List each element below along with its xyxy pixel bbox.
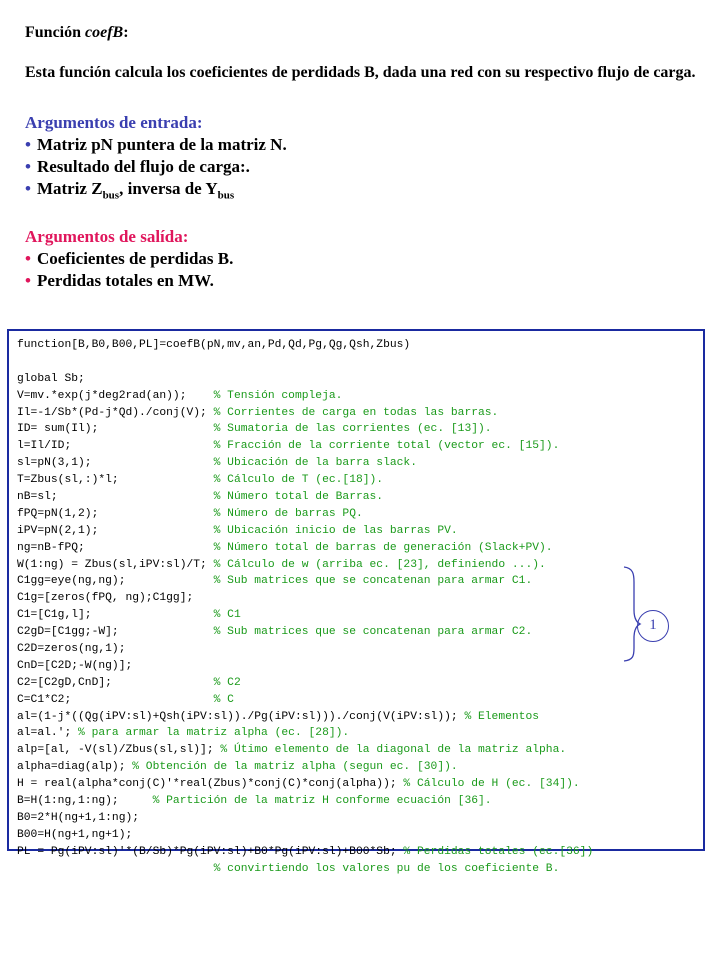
- code-line: V=mv.*exp(j*deg2rad(an)); % Tensión compleja.: [17, 389, 343, 402]
- code-comment: % Corrientes de carga en todas las barras.: [213, 406, 499, 419]
- code-comment: % Sumatoria de las corrientes (ec. [13]).: [213, 423, 492, 436]
- code-line: al=al.'; % para armar la matriz alpha (ec. [28]).: [17, 727, 350, 740]
- output-arguments-heading: Argumentos de salída:: [25, 227, 189, 246]
- input-item: • Resultado del flujo de carga:.: [25, 157, 250, 176]
- code-line: H = real(alpha*conj(C)'*real(Zbus)*conj(C)*conj(alpha)); % Cálculo de H (ec. [34]).: [17, 778, 580, 791]
- code-comment: % convirtiendo los valores pu de los coeficiente B.: [213, 862, 560, 875]
- code-line: function[B,B0,B00,PL]=coefB(pN,mv,an,Pd,Qd,Pg,Qg,Qsh,Zbus): [17, 339, 411, 351]
- code-comment: % Número total de barras de generación (Slack+PV).: [213, 541, 553, 554]
- code-line: C2gD=[C1gg;-W]; % Sub matrices que se concatenan para armar C2.: [17, 626, 533, 639]
- code-line: al=(1-j*((Qg(iPV:sl)+Qsh(iPV:sl))./Pg(iPV:sl)))./conj(V(iPV:sl)); % Elementos: [17, 710, 540, 723]
- code-line: B=H(1:ng,1:ng); % Partición de la matriz H conforme ecuación [36].: [17, 795, 492, 808]
- code-comment: % Ubicación de la barra slack.: [213, 457, 417, 470]
- code-line: Il=-1/Sb*(Pd-j*Qd)./conj(V); % Corrientes de carga en todas las barras.: [17, 406, 499, 419]
- code-line: C1g=[zeros(fPQ, ng);C1gg];: [17, 592, 194, 605]
- code-line: W(1:ng) = Zbus(sl,iPV:sl)/T; % Cálculo de w (arriba ec. [23], definiendo ...).: [17, 558, 546, 571]
- code-line: CnD=[C2D;-W(ng)];: [17, 659, 133, 672]
- code-line: ng=nB-fPQ; % Número total de barras de generación (Slack+PV).: [17, 541, 553, 554]
- output-item: • Perdidas totales en MW.: [25, 271, 214, 290]
- code-comment: % Perdidas totales (ec.[36]): [403, 845, 594, 858]
- annotation-badge: 1: [637, 610, 669, 642]
- code-comment: % Cálculo de T (ec.[18]).: [213, 474, 384, 487]
- code-line: C1=[C1g,l]; % C1: [17, 609, 241, 622]
- code-line: B0=2*H(ng+1,1:ng);: [17, 811, 140, 824]
- code-line: alp=[al, -V(sl)/Zbus(sl,sl)]; % Útimo elemento de la diagonal de la matriz alpha.: [17, 744, 567, 757]
- code-line: l=Il/ID; % Fracción de la corriente total (vector ec. [15]).: [17, 440, 560, 453]
- code-line: PL = Pg(iPV:sl)'*(B/Sb)*Pg(iPV:sl)+B0*Pg(iPV:sl)+B00*Sb; % Perdidas totales (ec.[36]): [17, 845, 594, 858]
- code-comment: % Sub matrices que se concatenan para armar C2.: [213, 626, 533, 639]
- code-comment: % Obtención de la matriz alpha (segun ec. [30]).: [132, 761, 458, 774]
- code-comment: % Partición de la matriz H conforme ecuación [36].: [152, 795, 492, 808]
- input-arguments-heading: Argumentos de entrada:: [25, 113, 203, 132]
- code-line: fPQ=pN(1,2); % Número de barras PQ.: [17, 507, 363, 520]
- code-line: nB=sl; % Número total de Barras.: [17, 491, 384, 504]
- code-comment: % Cálculo de w (arriba ec. [23], definiendo ...).: [213, 558, 546, 571]
- code-line: T=Zbus(sl,:)*l; % Cálculo de T (ec.[18]).: [17, 474, 384, 487]
- code-line: C2=[C2gD,CnD]; % C2: [17, 676, 241, 689]
- code-comment: % C2: [213, 676, 241, 689]
- output-item: • Coeficientes de perdidas B.: [25, 249, 234, 268]
- code-comment: % C1: [213, 609, 241, 622]
- code-comment: % Número total de Barras.: [213, 491, 384, 504]
- function-name: coefB: [85, 24, 124, 41]
- code-comment: % C: [213, 693, 234, 706]
- code-line: global Sb;: [17, 372, 85, 385]
- code-line: sl=pN(3,1); % Ubicación de la barra slack.: [17, 457, 417, 470]
- code-line: C1gg=eye(ng,ng); % Sub matrices que se concatenan para armar C1.: [17, 575, 533, 588]
- code-comment: % para armar la matriz alpha (ec. [28]).: [78, 727, 350, 740]
- code-comment: % Cálculo de H (ec. [34]).: [403, 778, 580, 791]
- code-line: C2D=zeros(ng,1);: [17, 643, 126, 656]
- code-line: iPV=pN(2,1); % Ubicación inicio de las barras PV.: [17, 524, 458, 537]
- function-description: Esta función calcula los coeficientes de perdidads B, dada una red con su respectivo flujo de carga.: [25, 64, 696, 81]
- code-comment: % Tensión compleja.: [213, 389, 343, 402]
- input-item: • Matriz $Z_{bus}$, inversa de $Y_{bus}$: [25, 179, 235, 202]
- code-comment: % Fracción de la corriente total (vector ec. [15]).: [213, 440, 560, 453]
- code-line: ID= sum(Il); % Sumatoria de las corrientes (ec. [13]).: [17, 423, 492, 436]
- code-comment: % Ubicación inicio de las barras PV.: [213, 524, 458, 537]
- code-line: C=C1*C2; % C: [17, 693, 234, 706]
- section-title: Función coefB:: [25, 24, 129, 41]
- code-comment: % Elementos: [464, 710, 540, 723]
- code-line: B00=H(ng+1,ng+1);: [17, 828, 133, 841]
- code-comment: % Número de barras PQ.: [213, 507, 363, 520]
- input-item: • Matriz pN puntera de la matriz N.: [25, 135, 287, 154]
- code-line: alpha=diag(alp); % Obtención de la matriz alpha (segun ec. [30]).: [17, 761, 458, 774]
- code-comment: % Sub matrices que se concatenan para armar C1.: [213, 575, 533, 588]
- code-comment: % Útimo elemento de la diagonal de la matriz alpha.: [220, 744, 567, 757]
